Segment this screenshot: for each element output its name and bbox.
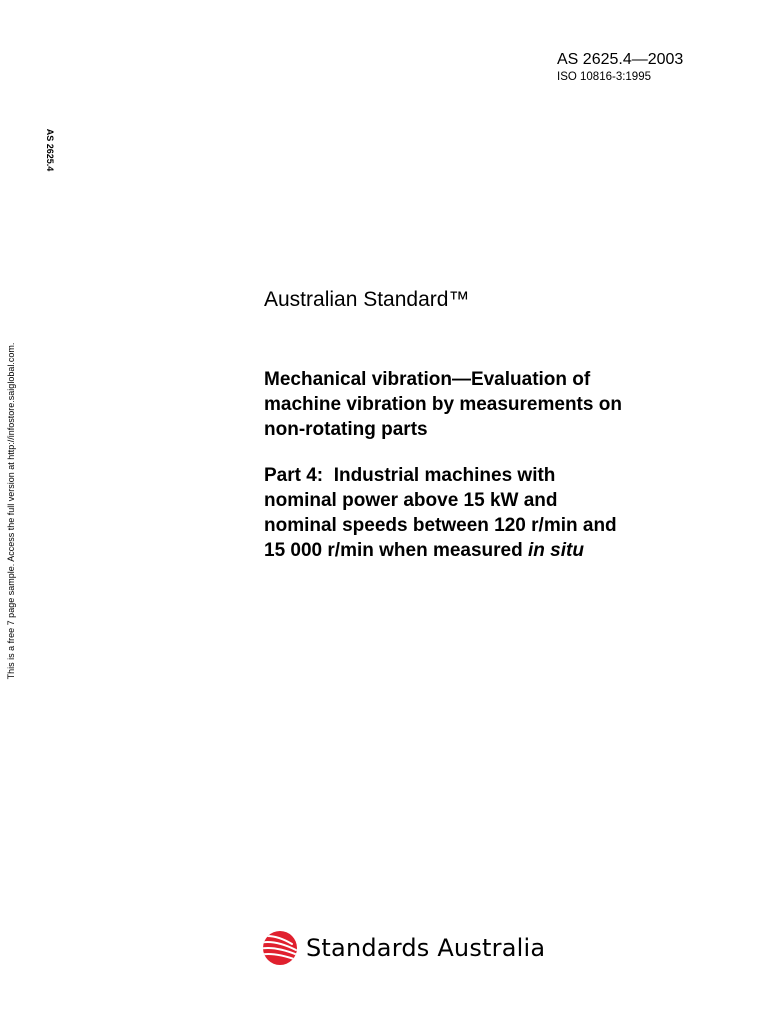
iso-reference: ISO 10816-3:1995 — [557, 71, 651, 83]
publisher-brand — [262, 930, 545, 966]
part-title-line: nominal power above 15 kW and — [264, 490, 558, 511]
part-title-line: nominal speeds between 120 r/min and — [264, 515, 617, 536]
document-title: Mechanical vibration—Evaluation of machine vibration by measurements on non-rotating parts — [264, 369, 622, 440]
part-title-line: Part 4: Industrial machines with — [264, 465, 556, 486]
publisher-name: Standards Australia — [306, 934, 546, 962]
part-title — [264, 463, 734, 563]
part-title-italic: in situ — [528, 540, 584, 561]
part-title-line-prefix: 15 000 r/min when measured — [264, 540, 529, 561]
series-title: Australian Standard™ — [264, 288, 470, 311]
sample-notice: This is a free 7 page sample. Access the full version at http://infostore.saiglobal.com. — [6, 342, 16, 680]
standard-number: AS 2625.4—2003 — [557, 51, 684, 68]
spine-label: AS 2625.4 — [45, 128, 55, 172]
standards-australia-logo-icon — [262, 930, 298, 966]
part-title-last-line — [264, 538, 734, 563]
